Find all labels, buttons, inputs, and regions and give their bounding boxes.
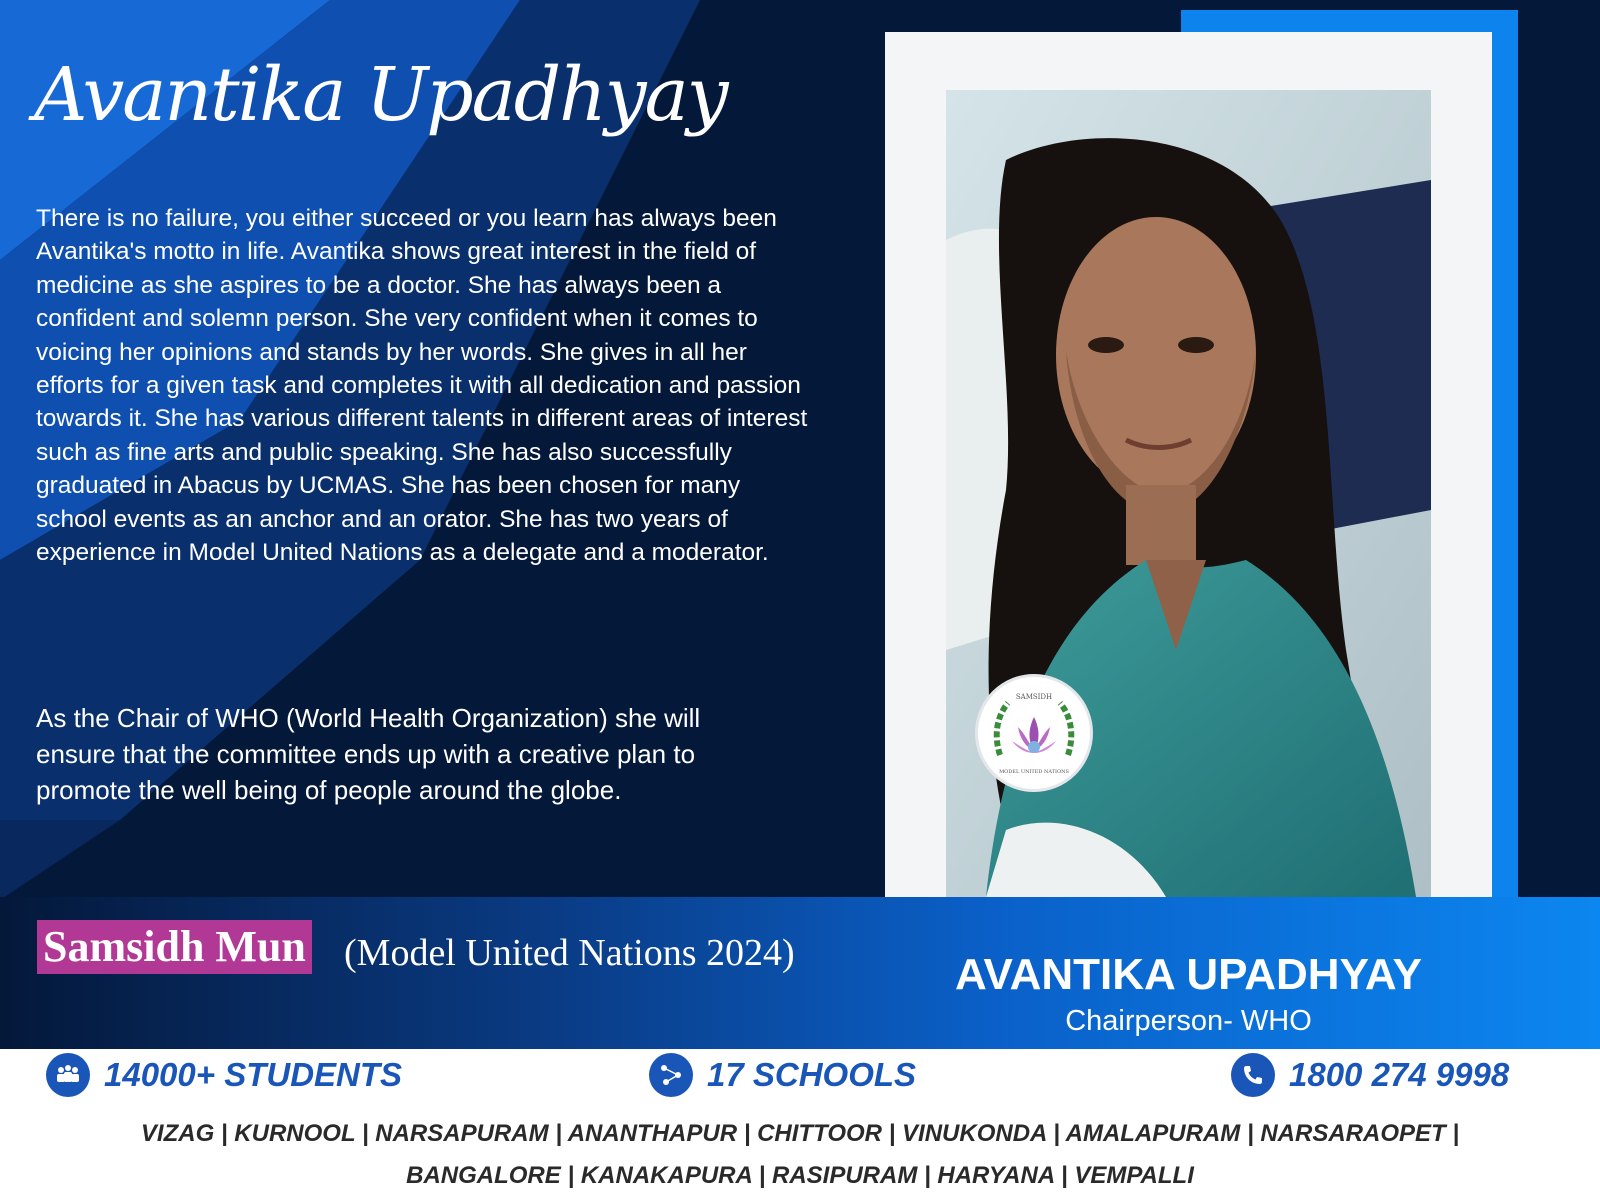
person-name: AVANTIKA UPADHYAY bbox=[955, 950, 1422, 999]
students-icon bbox=[46, 1053, 90, 1097]
stat-students-label: 14000+ STUDENTS bbox=[104, 1056, 403, 1093]
phone-icon bbox=[1231, 1053, 1275, 1097]
schools-icon bbox=[649, 1053, 693, 1097]
title-name: Avantika Upadhyay bbox=[34, 52, 727, 138]
brand-subtitle: (Model United Nations 2024) bbox=[344, 932, 795, 974]
stat-phone-label: 1800 274 9998 bbox=[1289, 1056, 1510, 1093]
chair-statement: As the Chair of WHO (World Health Organization) she will ensure that the committee ends up with a creative plan to promote the well being of people around the globe. bbox=[36, 703, 701, 805]
samsidh-logo bbox=[975, 674, 1093, 792]
bio-paragraph: There is no failure, you either succeed or you learn has always been Avantika's motto in life. Avantika shows great interest in the field of medicine as she aspires to be a doctor. She has always been a confident and solemn person. She very confident when it comes to voicing her opinions and stands by her words. She gives in all her efforts for a given task and completes it with all dedication and passion towards it. She has various different talents in different areas of interest such as fine arts and public speaking. She has also successfully graduated in Abacus by UCMAS. She has been chosen for many school events as an anchor and an orator. She has two years of experience in Model United Nations as a delegate and a moderator. bbox=[36, 205, 808, 567]
cities-line-1: VIZAG | KURNOOL | NARSAPURAM | ANANTHAPUR | CHITTOOR | VINUKONDA | AMALAPURAM | NARSARAOPET | bbox=[140, 1120, 1460, 1147]
svg-text:MODEL UNITED NATIONS: MODEL UNITED NATIONS bbox=[999, 769, 1069, 775]
person-role: Chairperson- WHO bbox=[1065, 1005, 1312, 1037]
svg-text:SAMSIDH: SAMSIDH bbox=[1015, 693, 1053, 701]
stat-phone bbox=[1231, 1052, 1509, 1098]
brand-badge: Samsidh Mun bbox=[37, 920, 312, 974]
cities-line-2: BANGALORE | KANAKAPURA | RASIPURAM | HARYANA | VEMPALLI bbox=[406, 1162, 1194, 1189]
stat-students bbox=[46, 1052, 402, 1098]
stat-schools-label: 17 SCHOOLS bbox=[707, 1056, 917, 1093]
stat-schools bbox=[649, 1052, 916, 1098]
